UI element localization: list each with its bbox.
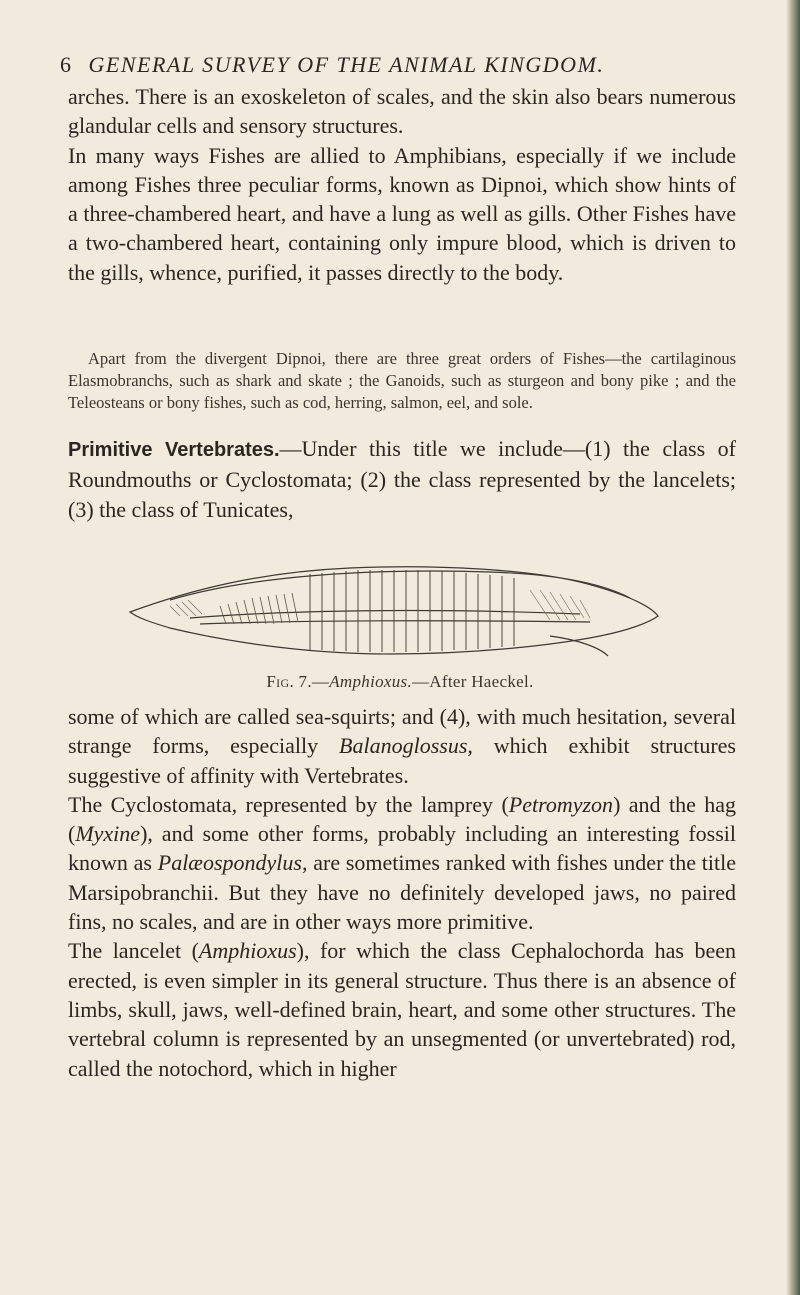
figure-caption bbox=[0, 672, 800, 692]
caption-label: Fig. 7. bbox=[266, 672, 312, 691]
primitive-vertebrates-block bbox=[68, 434, 736, 524]
taxon-myxine: Myxine bbox=[75, 821, 141, 847]
paragraph-amphibians: In many ways Fishes are allied to Amphibians, especially if we include among Fishes three peculiar forms, known as Dipnoi, which show hints of a three-chambered heart, and have a lung as well as gills. Other Fishes have a two-chambered heart, containing only impure blood, which is driven to the gills, whence, purified, it passes directly to the body. bbox=[68, 142, 736, 285]
amphioxus-illustration bbox=[110, 560, 670, 660]
tail-fin-line bbox=[550, 636, 608, 656]
text-run: are sometimes ranked with fishes under the title Marsipobranchii. But they have no definitely developed jaws, no paired fins, no scales, and are in other ways more primitive. bbox=[68, 850, 737, 935]
caption-taxon: Amphioxus. bbox=[329, 672, 412, 691]
paragraph-lancelet bbox=[68, 936, 736, 1082]
caption-credit: —After Haeckel. bbox=[412, 672, 534, 691]
page-edge-shadow bbox=[786, 0, 800, 1295]
caption-dash: — bbox=[311, 672, 330, 691]
taxon-balanoglossus: Balanoglossus, bbox=[339, 733, 473, 759]
text-block-bottom bbox=[68, 702, 736, 1083]
text-run: ), for which the class Cephalochorda has been erected, is even simpler in its general structure. Thus there is an absence of limbs, skull, jaws, well-defined brain, heart, and some other structures. The vertebral column is represented by an unsegmented (or unvertebrated) rod, called the notochord, which in higher bbox=[68, 938, 736, 1081]
text-run: The Cyclostomata, represented by the lamprey ( bbox=[68, 791, 509, 817]
small-print-block bbox=[68, 348, 736, 414]
text-run: ), and some other forms, probably including an interesting fossil known as bbox=[68, 821, 736, 876]
paragraph-sea-squirts bbox=[68, 702, 736, 790]
gill-slits bbox=[220, 593, 298, 624]
taxon-petromyzon: Petromyzon bbox=[508, 791, 614, 817]
text-run: some of which are called sea-squirts; and (4), with much hesitation, several strange forms, especially bbox=[68, 704, 736, 759]
nerve-cord-line bbox=[200, 621, 590, 624]
paragraph-arches: arches. There is an exoskeleton of scales, and the skin also bears numerous glandular cells and sensory structures. bbox=[68, 84, 736, 139]
text-run: ) and the hag ( bbox=[68, 791, 737, 847]
page-number: 6 bbox=[60, 52, 73, 77]
text-run: The lancelet ( bbox=[68, 938, 199, 964]
paragraph-cyclostomata bbox=[68, 790, 736, 936]
taxon-amphioxus: Amphioxus bbox=[198, 938, 297, 964]
taxon-palaeospondylus: Palæospondylus, bbox=[157, 850, 308, 876]
section-text: —Under this title we include—(1) the class of Roundmouths or Cyclostomata; (2) the class represented by the lancelets; (3) the class of Tunicates, bbox=[68, 436, 736, 522]
text-run: which exhibit structures suggestive of affinity with Vertebrates. bbox=[68, 733, 736, 788]
section-heading: Primitive Vertebrates. bbox=[68, 439, 280, 461]
text-block-top bbox=[68, 82, 736, 287]
running-head bbox=[60, 52, 604, 78]
running-title: GENERAL SURVEY OF THE ANIMAL KINGDOM. bbox=[88, 52, 605, 77]
paragraph-primitive-vertebrates bbox=[68, 434, 736, 524]
paragraph-orders-of-fishes: Apart from the divergent Dipnoi, there are three great orders of Fishes—the cartilaginous Elasmobranchs, such as shark and skate ; the Ganoids, such as sturgeon and bony pike ; and the Teleosteans or bony fishes, such as cod, herring, salmon, eel, and sole. bbox=[68, 349, 736, 412]
